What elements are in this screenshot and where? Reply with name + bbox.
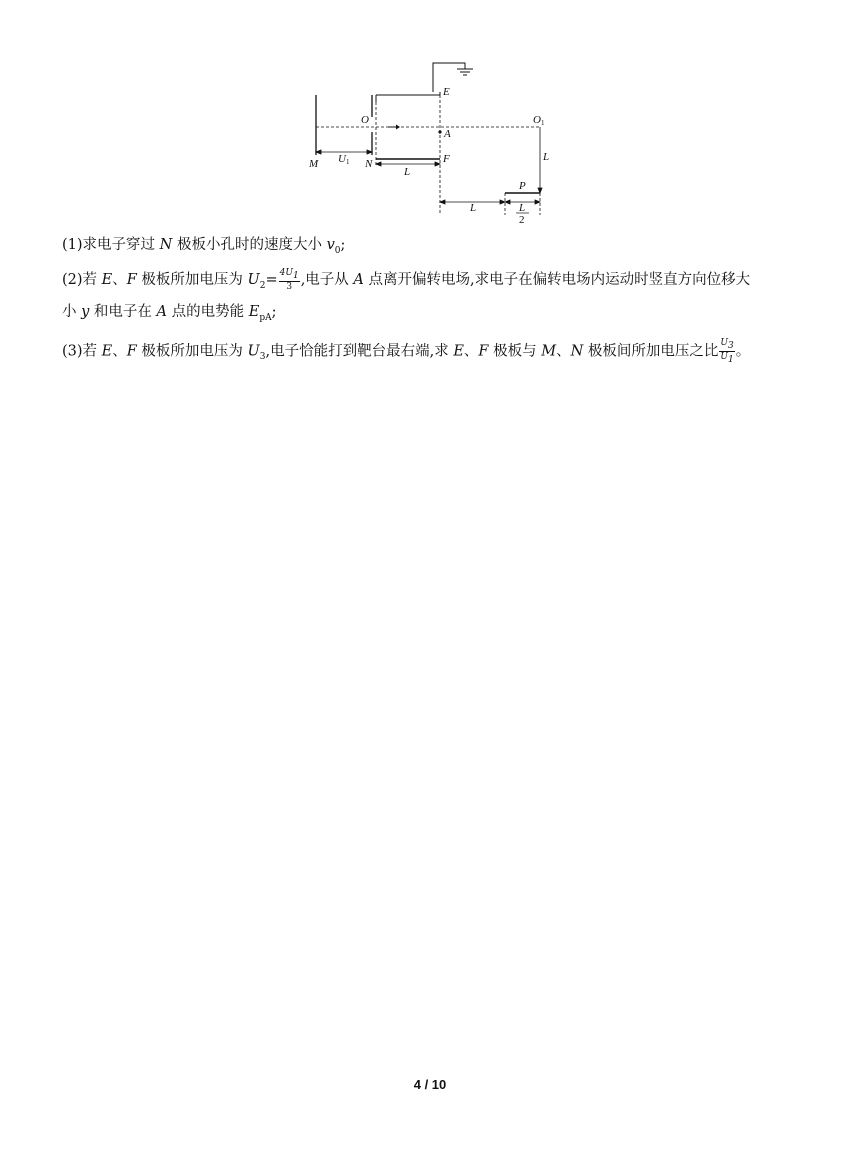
q3-sep3: 、 — [556, 343, 571, 360]
dashed-guides — [316, 95, 540, 215]
page-number: 4 / 10 — [413, 1077, 447, 1092]
q1-v: v — [326, 237, 335, 253]
q2-eq: = — [265, 271, 278, 288]
question-2 — [62, 268, 750, 296]
label-u1: U — [338, 153, 346, 165]
label-o1: O — [533, 114, 541, 126]
q2-line2-prefix: 小 — [62, 304, 82, 320]
label-m: M — [309, 158, 319, 170]
q3-mid3: 极板与 — [488, 343, 542, 360]
q3-fraction — [719, 338, 734, 365]
point-a — [438, 130, 441, 133]
q3-u: U — [247, 343, 260, 360]
q2-mid2: ,电子从 — [300, 271, 354, 288]
label-p: P — [519, 180, 526, 192]
q1-n: N — [159, 237, 173, 253]
label-l-right: L — [543, 151, 550, 163]
q3-f: F — [126, 343, 137, 360]
label-n: N — [365, 158, 373, 170]
label-u1-sub: 1 — [346, 158, 350, 166]
question-3 — [62, 338, 750, 367]
q2-prefix: (2)若 — [62, 271, 102, 288]
q2-u: U — [247, 271, 260, 288]
q2-sep: 、 — [112, 271, 127, 288]
q3-e2: E — [453, 343, 464, 360]
q2-line2-mid2: 点的电势能 — [167, 304, 249, 320]
q3-m: M — [541, 343, 557, 360]
axis-arrowhead — [396, 125, 400, 130]
q3-suffix: 。 — [735, 343, 751, 360]
q2-fraction — [279, 268, 300, 292]
q2-frac-num-sub: 1 — [292, 270, 299, 281]
label-l-bottom: L — [470, 202, 477, 214]
q3-f2: F — [478, 343, 489, 360]
q2-y: y — [81, 304, 90, 320]
ground-symbol — [433, 63, 473, 92]
q2-u-sub: 2 — [259, 280, 266, 291]
q3-mid1: 极板所加电压为 — [136, 343, 248, 360]
q2-frac-den: 3 — [286, 281, 293, 292]
q3-e: E — [101, 343, 113, 360]
q3-frac-num: U — [720, 338, 728, 348]
question-1 — [62, 235, 345, 261]
plate-e — [376, 92, 440, 102]
label-o: O — [361, 114, 369, 126]
q3-mid4: 极板间所加电压之比 — [583, 343, 719, 360]
q1-v-sub: 0 — [334, 245, 341, 256]
q3-sep2: 、 — [463, 343, 479, 360]
label-f: F — [443, 153, 450, 165]
label-half-num: L — [519, 202, 526, 214]
diagram-svg — [300, 55, 560, 235]
q3-frac-den-sub: 1 — [727, 354, 734, 365]
q2-e: E — [101, 271, 113, 288]
q1-suffix: ; — [340, 237, 346, 253]
q3-frac-num-sub: 3 — [727, 340, 734, 351]
label-a: A — [444, 128, 451, 140]
q3-u-sub: 3 — [259, 352, 266, 363]
q2-f: F — [126, 271, 137, 288]
label-half-den: 2 — [519, 214, 525, 226]
label-l-ef: L — [404, 166, 411, 178]
q2-mid1: 极板所加电压为 — [136, 271, 248, 288]
q3-prefix: (3)若 — [62, 343, 102, 360]
q2-a: A — [353, 271, 364, 288]
label-e: E — [443, 86, 450, 98]
q3-frac-den: U — [720, 351, 728, 362]
q2-ep: E — [248, 304, 260, 320]
l-right-dimension — [538, 127, 542, 193]
q1-mid: 极板小孔时的速度大小 — [172, 237, 327, 253]
question-2-line-2 — [62, 302, 276, 328]
q1-prefix: (1)求电子穿过 — [62, 237, 160, 253]
q2-ep-sub: pA — [259, 312, 272, 323]
label-o1-sub: 1 — [541, 119, 545, 127]
q2-frac-num: 4U — [279, 268, 293, 278]
q3-mid2: ,电子恰能打到靶台最右端,求 — [265, 343, 454, 360]
circuit-diagram — [300, 55, 560, 235]
q2-mid3: 点离开偏转电场,求电子在偏转电场内运动时竖直方向位移大 — [363, 271, 751, 288]
q3-sep: 、 — [112, 343, 127, 360]
q2-line2-mid: 和电子在 — [89, 304, 157, 320]
q3-n: N — [570, 343, 584, 360]
q2-a2: A — [156, 304, 168, 320]
q2-line2-suffix: ; — [271, 304, 277, 320]
